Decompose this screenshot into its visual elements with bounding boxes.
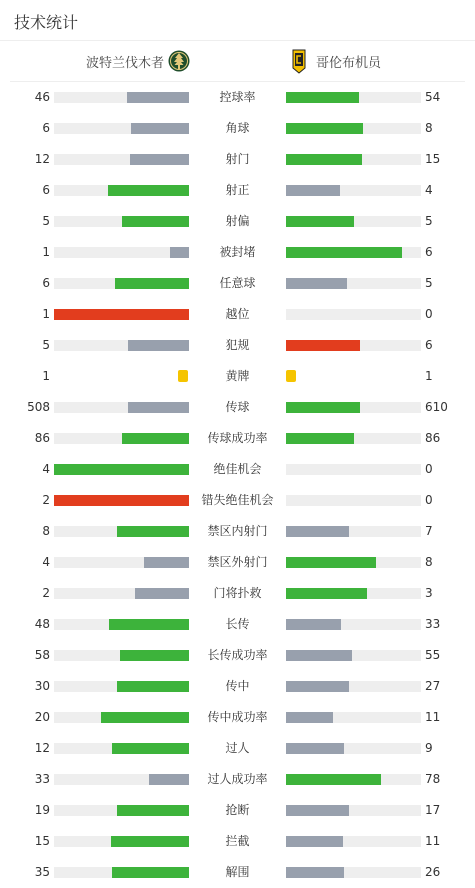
home-stat-bar-fill [111, 836, 189, 847]
away-stat-bar-track [286, 805, 421, 816]
stat-label: 门将扑救 [213, 586, 262, 600]
home-stat-bar-track [54, 712, 189, 723]
stat-row [0, 206, 475, 237]
stat-row [0, 826, 475, 857]
away-stat-value: 33 [425, 617, 441, 631]
home-stat-bar-track [54, 836, 189, 847]
away-stat-value: 0 [425, 307, 433, 321]
away-stat-bar-fill [286, 433, 354, 444]
home-stat-value: 2 [42, 493, 50, 507]
home-stat-bar-track [54, 650, 189, 661]
stat-row [0, 237, 475, 268]
stat-label: 角球 [225, 121, 250, 135]
home-stat-value: 48 [34, 617, 50, 631]
away-stat-bar-fill [286, 278, 347, 289]
home-stat-bar-fill [131, 123, 189, 134]
stat-label: 越位 [225, 307, 250, 321]
home-stat-value: 12 [34, 152, 50, 166]
yellow-card-icon [178, 370, 188, 382]
home-stat-bar-fill [54, 309, 189, 320]
stat-row [0, 702, 475, 733]
home-stat-value: 30 [34, 679, 50, 693]
home-stat-value: 19 [34, 803, 50, 817]
away-stat-bar-track [286, 247, 421, 258]
home-team[interactable] [86, 41, 190, 81]
home-stat-bar-fill [170, 247, 189, 258]
yellow-card-icon [286, 370, 296, 382]
home-stat-bar-fill [122, 433, 190, 444]
home-stat-value: 46 [34, 90, 50, 104]
away-stat-value: 4 [425, 183, 433, 197]
away-stat-bar-fill [286, 743, 344, 754]
home-stat-value: 15 [34, 834, 50, 848]
away-stat-bar-track [286, 681, 421, 692]
home-stat-bar-track [54, 681, 189, 692]
away-stat-bar-fill [286, 588, 367, 599]
away-stat-bar-fill [286, 619, 341, 630]
home-stat-bar-fill [130, 154, 189, 165]
away-stat-value: 1 [425, 369, 433, 383]
page-title: 技术统计 [14, 13, 79, 32]
home-stat-bar-track [54, 526, 189, 537]
away-stat-bar-track [286, 867, 421, 878]
away-stat-value: 54 [425, 90, 441, 104]
away-stat-bar-fill [286, 805, 349, 816]
away-stat-bar-track [286, 464, 421, 475]
away-stat-bar-fill [286, 340, 360, 351]
stat-row [0, 299, 475, 330]
home-stat-value: 508 [27, 400, 50, 414]
stat-row [0, 144, 475, 175]
home-stat-bar-track [54, 92, 189, 103]
away-stat-value: 11 [425, 710, 441, 724]
away-stat-bar-fill [286, 123, 363, 134]
header [0, 0, 475, 41]
away-stat-value: 11 [425, 834, 441, 848]
stat-row [0, 547, 475, 578]
home-stat-bar-fill [108, 185, 189, 196]
away-stat-bar-fill [286, 154, 362, 165]
home-stat-bar-track [54, 464, 189, 475]
stat-row [0, 113, 475, 144]
away-stat-bar-track [286, 495, 421, 506]
home-team-name: 波特兰伐木者 [85, 55, 164, 71]
stat-row [0, 795, 475, 826]
stat-row [0, 330, 475, 361]
away-stat-bar-fill [286, 247, 402, 258]
away-stat-bar-fill [286, 557, 376, 568]
away-stat-bar-track [286, 743, 421, 754]
stat-label: 绝佳机会 [213, 462, 262, 476]
home-stat-bar-fill [101, 712, 189, 723]
away-stat-bar-track [286, 154, 421, 165]
stat-label: 黄牌 [225, 369, 250, 383]
home-stat-bar-fill [117, 526, 189, 537]
home-stat-bar-track [54, 619, 189, 630]
home-stat-value: 35 [34, 865, 50, 879]
home-stat-bar-fill [109, 619, 189, 630]
stat-label: 禁区内射门 [207, 524, 268, 538]
stat-row [0, 392, 475, 423]
home-stat-value: 20 [34, 710, 50, 724]
away-stat-bar-fill [286, 92, 359, 103]
home-stat-bar-track [54, 433, 189, 444]
away-stat-bar-track [286, 216, 421, 227]
home-stat-bar-track [54, 278, 189, 289]
stat-label: 过人 [225, 741, 250, 755]
away-stat-value: 0 [425, 493, 433, 507]
home-stat-bar-fill [117, 681, 189, 692]
away-stat-bar-track [286, 774, 421, 785]
stat-label: 传中 [225, 679, 250, 693]
away-stat-bar-track [286, 588, 421, 599]
away-stat-bar-track [286, 92, 421, 103]
away-stat-bar-track [286, 650, 421, 661]
away-stat-bar-track [286, 185, 421, 196]
home-stat-bar-fill [144, 557, 189, 568]
away-stat-value: 9 [425, 741, 433, 755]
away-team-name: 哥伦布机员 [316, 55, 382, 71]
stat-label: 禁区外射门 [207, 555, 268, 569]
stats-list [0, 82, 475, 888]
stat-row [0, 671, 475, 702]
stat-label: 拦截 [225, 834, 250, 848]
away-stat-value: 0 [425, 462, 433, 476]
home-stat-value: 58 [34, 648, 50, 662]
home-stat-value: 1 [42, 307, 50, 321]
stat-row [0, 733, 475, 764]
home-stat-value: 1 [42, 245, 50, 259]
stat-label: 犯规 [225, 338, 250, 352]
home-stat-bar-fill [122, 216, 190, 227]
home-stat-bar-track [54, 588, 189, 599]
stat-row [0, 268, 475, 299]
home-stat-bar-track [54, 774, 189, 785]
away-stat-bar-track [286, 526, 421, 537]
away-stat-value: 15 [425, 152, 441, 166]
home-stat-value: 12 [34, 741, 50, 755]
stat-label: 错失绝佳机会 [201, 493, 274, 507]
stat-label: 射正 [225, 183, 250, 197]
home-stat-value: 6 [42, 183, 50, 197]
home-stat-value: 5 [42, 338, 50, 352]
away-stat-bar-fill [286, 185, 340, 196]
stat-row [0, 454, 475, 485]
home-stat-value: 5 [42, 214, 50, 228]
home-stat-value: 8 [42, 524, 50, 538]
home-stat-value: 2 [42, 586, 50, 600]
stat-label: 被封堵 [219, 245, 256, 259]
home-stat-bar-fill [54, 464, 189, 475]
away-stat-bar-fill [286, 650, 352, 661]
stat-row [0, 516, 475, 547]
away-stat-value: 6 [425, 245, 433, 259]
away-team-logo-icon [292, 48, 306, 74]
away-stat-bar-fill [286, 836, 343, 847]
away-stat-value: 86 [425, 431, 441, 445]
away-stat-value: 7 [425, 524, 433, 538]
stat-label: 控球率 [219, 90, 256, 104]
home-stat-bar-track [54, 867, 189, 878]
home-stat-bar-track [54, 247, 189, 258]
away-stat-value: 55 [425, 648, 441, 662]
stat-row [0, 175, 475, 206]
away-stat-value: 610 [425, 400, 448, 414]
away-stat-value: 78 [425, 772, 441, 786]
away-stat-value: 8 [425, 555, 433, 569]
away-stat-value: 26 [425, 865, 441, 879]
away-stat-value: 5 [425, 276, 433, 290]
away-stat-bar-fill [286, 526, 349, 537]
home-stat-bar-fill [112, 867, 189, 878]
away-stat-bar-fill [286, 712, 333, 723]
stat-label: 传球 [225, 400, 250, 414]
teams-header [10, 41, 465, 82]
home-stat-bar-fill [128, 340, 189, 351]
stat-label: 射门 [225, 152, 250, 166]
stat-row [0, 82, 475, 113]
home-stat-value: 4 [42, 462, 50, 476]
away-stat-value: 8 [425, 121, 433, 135]
away-stat-bar-track [286, 340, 421, 351]
home-stat-bar-track [54, 340, 189, 351]
home-stat-bar-track [54, 557, 189, 568]
home-stat-bar-fill [115, 278, 189, 289]
away-stat-bar-fill [286, 681, 349, 692]
stat-row [0, 609, 475, 640]
stat-row [0, 485, 475, 516]
stat-label: 长传 [225, 617, 250, 631]
away-stat-bar-track [286, 836, 421, 847]
away-stat-bar-track [286, 619, 421, 630]
away-stat-value: 6 [425, 338, 433, 352]
away-stat-bar-track [286, 278, 421, 289]
stat-row [0, 423, 475, 454]
stat-label: 过人成功率 [207, 772, 268, 786]
away-stat-bar-track [286, 712, 421, 723]
home-stat-bar-track [54, 743, 189, 754]
stat-label: 解围 [225, 865, 250, 879]
home-stat-bar-track [54, 185, 189, 196]
home-team-logo-icon [168, 49, 190, 73]
stat-label: 任意球 [219, 276, 256, 290]
home-stat-bar-track [54, 402, 189, 413]
home-stat-bar-fill [120, 650, 189, 661]
away-stat-bar-track [286, 433, 421, 444]
away-stat-bar-fill [286, 216, 354, 227]
home-stat-value: 4 [42, 555, 50, 569]
away-stat-bar-track [286, 123, 421, 134]
away-stat-bar-fill [286, 867, 344, 878]
stat-label: 长传成功率 [207, 648, 268, 662]
away-stat-bar-fill [286, 774, 381, 785]
home-stat-value: 6 [42, 276, 50, 290]
home-stat-bar-track [54, 216, 189, 227]
away-stat-bar-track [286, 557, 421, 568]
home-stat-bar-fill [149, 774, 190, 785]
home-stat-bar-track [54, 123, 189, 134]
home-stat-bar-fill [112, 743, 189, 754]
home-stat-value: 6 [42, 121, 50, 135]
home-stat-bar-track [54, 805, 189, 816]
home-stat-bar-track [54, 309, 189, 320]
away-stat-bar-track [286, 402, 421, 413]
home-stat-bar-fill [128, 402, 189, 413]
stat-row [0, 361, 475, 392]
stat-row [0, 857, 475, 888]
away-stat-value: 5 [425, 214, 433, 228]
away-stat-value: 3 [425, 586, 433, 600]
home-stat-value: 1 [42, 369, 50, 383]
stat-label: 抢断 [225, 803, 250, 817]
away-stat-value: 17 [425, 803, 441, 817]
home-stat-bar-fill [117, 805, 189, 816]
away-stat-bar-track [286, 309, 421, 320]
stat-label: 射偏 [225, 214, 250, 228]
away-stat-bar-fill [286, 402, 360, 413]
home-stat-bar-fill [54, 495, 189, 506]
stat-row [0, 578, 475, 609]
stat-row [0, 640, 475, 671]
stat-label: 传中成功率 [207, 710, 268, 724]
stat-row [0, 764, 475, 795]
home-stat-bar-fill [127, 92, 189, 103]
home-stat-value: 86 [34, 431, 50, 445]
home-stat-bar-track [54, 495, 189, 506]
home-stat-bar-track [54, 154, 189, 165]
away-team[interactable] [292, 41, 381, 81]
away-stat-value: 27 [425, 679, 441, 693]
home-stat-value: 33 [34, 772, 50, 786]
stat-label: 传球成功率 [207, 431, 268, 445]
home-stat-bar-fill [135, 588, 189, 599]
